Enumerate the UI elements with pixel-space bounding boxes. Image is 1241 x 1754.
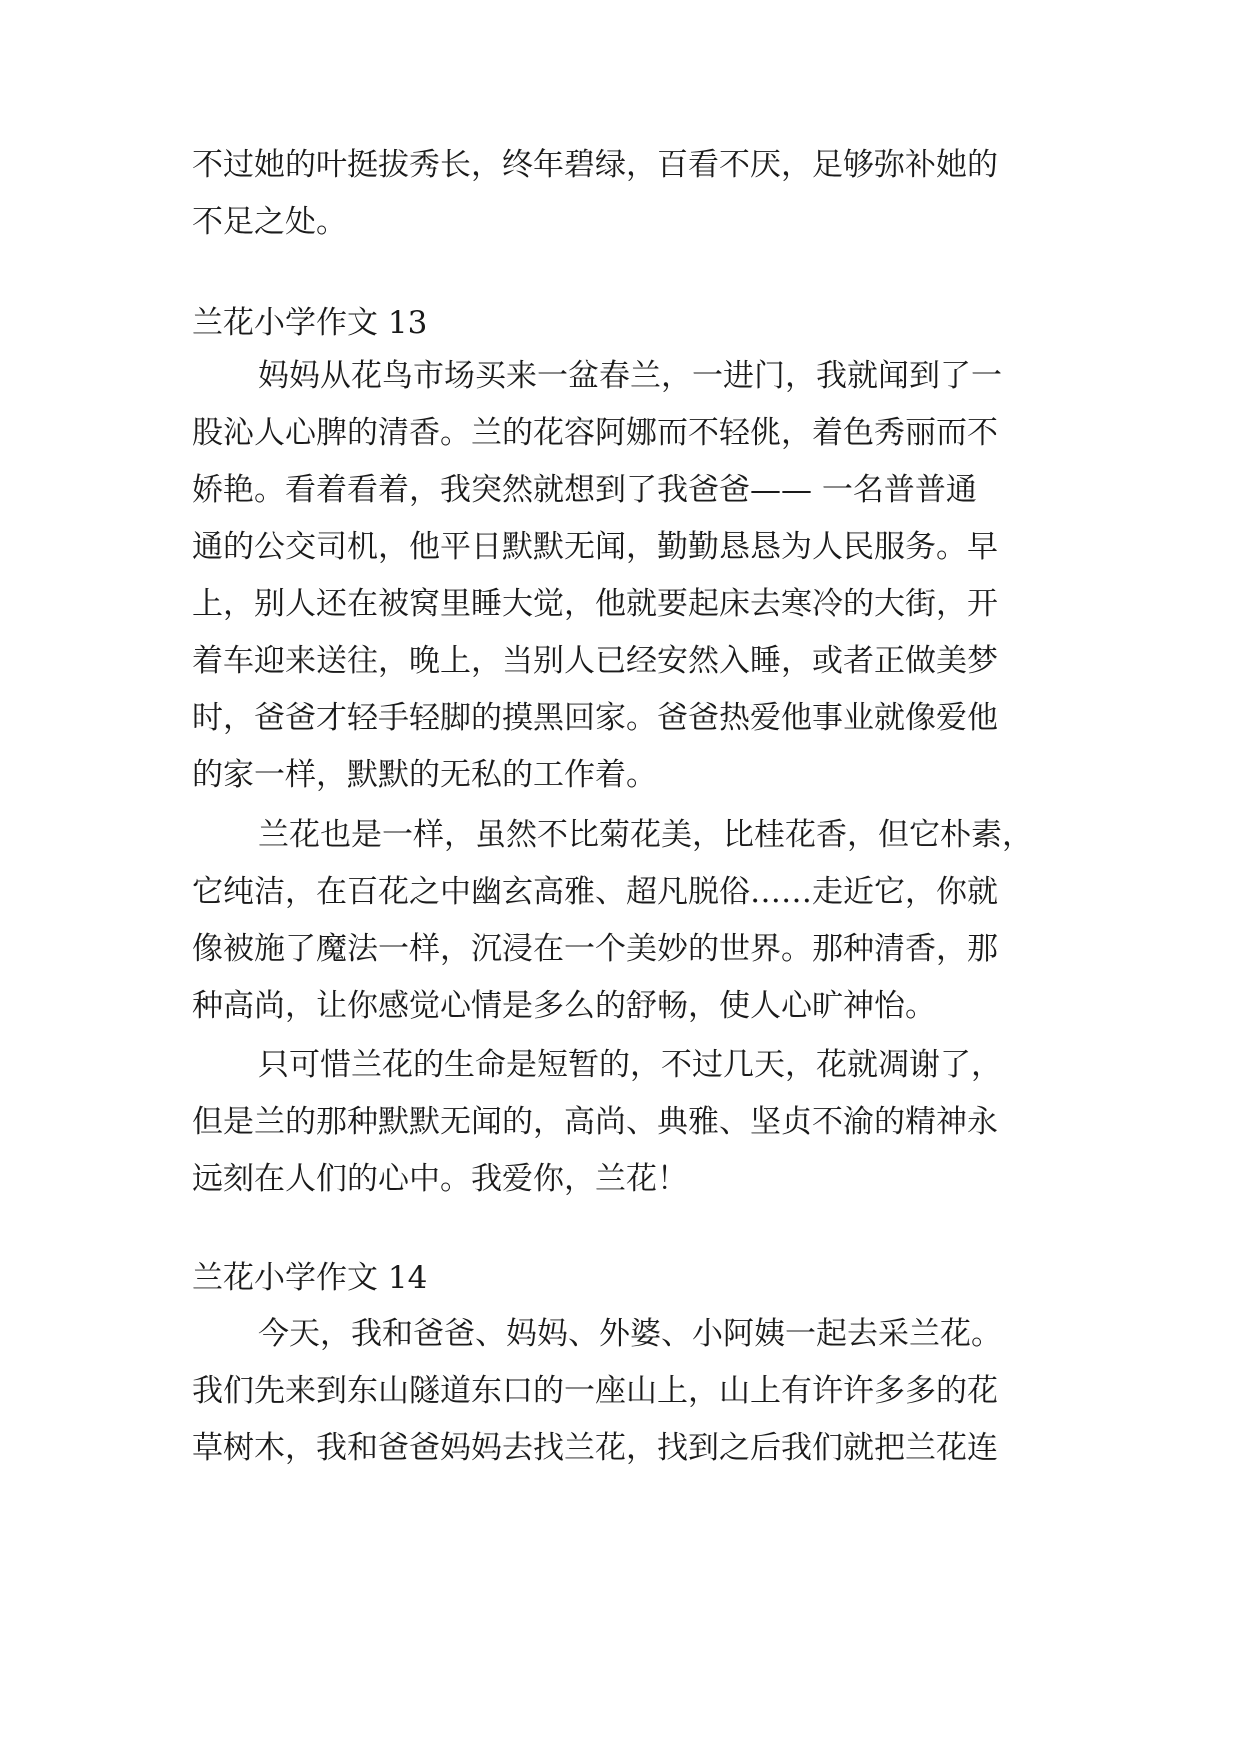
paragraph-line: 妈妈从花鸟市场买来一盆春兰，一进门，我就闻到了一 <box>258 358 1002 394</box>
paragraph-line: 像被施了魔法一样，沉浸在一个美妙的世界。那种清香，那 <box>192 931 998 967</box>
paragraph-line: 娇艳。看着看着，我突然就想到了我爸爸—— 一名普普通 <box>192 472 977 508</box>
paragraph-line: 远刻在人们的心中。我爱你，兰花！ <box>192 1161 688 1197</box>
paragraph-line: 草树木，我和爸爸妈妈去找兰花，找到之后我们就把兰花连 <box>192 1430 998 1466</box>
paragraph-line: 它纯洁，在百花之中幽玄高雅、超凡脱俗……走近它，你就 <box>192 874 998 910</box>
paragraph-line: 只可惜兰花的生命是短暂的，不过几天，花就凋谢了， <box>258 1047 1002 1083</box>
paragraph-line: 上，别人还在被窝里睡大觉，他就要起床去寒冷的大街，开 <box>192 586 998 622</box>
paragraph-line: 不过她的叶挺拔秀长，终年碧绿，百看不厌，足够弥补她的 <box>192 147 998 183</box>
paragraph-line: 股沁人心脾的清香。兰的花容阿娜而不轻佻，着色秀丽而不 <box>192 415 998 451</box>
paragraph-line: 通的公交司机，他平日默默无闻，勤勤恳恳为人民服务。早 <box>192 529 998 565</box>
paragraph-line: 时，爸爸才轻手轻脚的摸黑回家。爸爸热爱他事业就像爱他 <box>192 700 998 736</box>
paragraph-line: 今天，我和爸爸、妈妈、外婆、小阿姨一起去采兰花。 <box>258 1316 1002 1352</box>
section-heading: 兰花小学作文 13 <box>192 305 428 341</box>
paragraph-line: 着车迎来送往，晚上，当别人已经安然入睡，或者正做美梦 <box>192 643 998 679</box>
paragraph-line: 不足之处。 <box>192 204 347 240</box>
paragraph-line: 的家一样，默默的无私的工作着。 <box>192 757 657 793</box>
paragraph-line: 但是兰的那种默默无闻的，高尚、典雅、坚贞不渝的精神永 <box>192 1104 998 1140</box>
paragraph-line: 兰花也是一样，虽然不比菊花美，比桂花香，但它朴素， <box>258 817 1033 853</box>
paragraph-line: 种高尚，让你感觉心情是多么的舒畅，使人心旷神怡。 <box>192 988 936 1024</box>
section-heading: 兰花小学作文 14 <box>192 1260 428 1296</box>
paragraph-line: 我们先来到东山隧道东口的一座山上，山上有许许多多的花 <box>192 1373 998 1409</box>
